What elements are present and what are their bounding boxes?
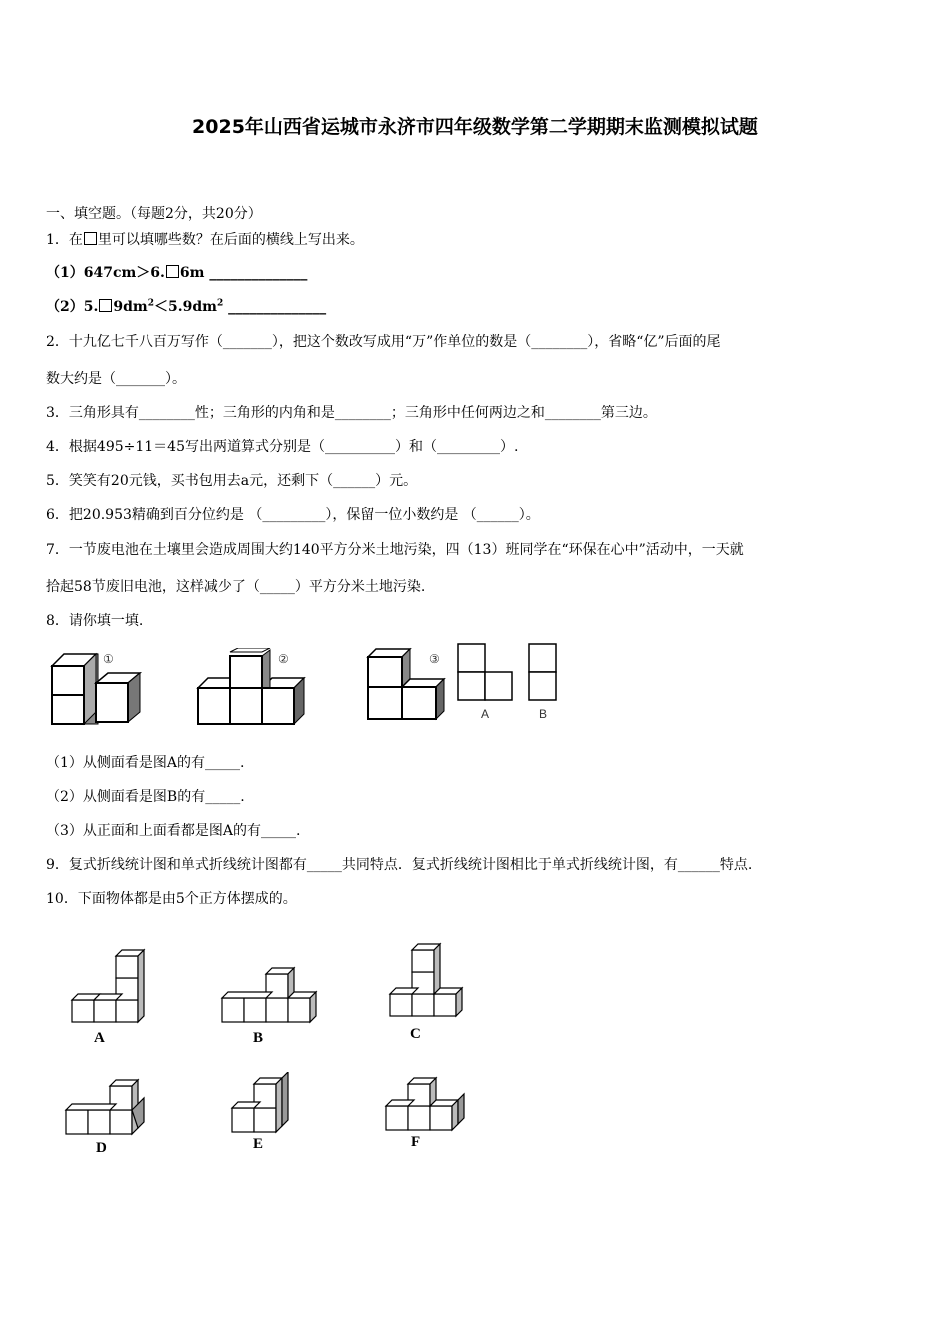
q10-label-c: C: [410, 1026, 421, 1042]
question-7-line-2: 拾起58节废旧电池，这样减少了（_____）平方分米土地污染.: [46, 579, 426, 595]
q1-intro-a: 1．在: [46, 232, 83, 248]
question-2-line-2: 数大约是（_______）。: [46, 371, 186, 387]
question-8: 8．请你填一填.: [46, 613, 144, 629]
q8-figure-3: [364, 645, 454, 727]
question-9: 9．复式折线统计图和单式折线统计图都有_____共同特点．复式折线统计图相比于单式折线统计图，有______特点.: [46, 857, 753, 873]
q1-intro-b: 里可以填哪些数？在后面的横线上写出来。: [97, 232, 364, 248]
q10-label-d: D: [96, 1140, 107, 1156]
question-10: 10．下面物体都是由5个正方体摆成的。: [46, 891, 297, 907]
question-4: 4．根据495÷11＝45写出两道算式分别是（__________）和（_________）.: [46, 439, 519, 455]
question-7-line-1: 7．一节废电池在土壤里会造成周围大约140平方分米土地污染，四（13）班同学在“环保在心中”活动中，一天就: [46, 542, 744, 558]
question-2-line-1: 2．十九亿七千八百万写作（_______），把这个数改写成用“万”作单位的数是（________），省略“亿”后面的尾: [46, 334, 721, 350]
question-8-part-3: （3）从正面和上面看都是图A的有_____.: [46, 823, 301, 839]
view-b-figure: [527, 642, 559, 702]
question-3: 3．三角形具有________性；三角形的内角和是________；三角形中任何两边之和________第三边。: [46, 405, 657, 421]
q10-figure-c: [386, 942, 468, 1022]
question-8-part-2: （2）从侧面看是图B的有_____.: [46, 789, 245, 805]
q10-figure-b: [218, 966, 318, 1028]
view-a-label: A: [481, 707, 490, 721]
figure-number-2: ②: [278, 652, 289, 666]
q10-figure-f: [382, 1076, 472, 1134]
question-6: 6．把20.953精确到百分位约是 （_________），保留一位小数约是 （______）。: [46, 507, 540, 523]
q10-label-b: B: [253, 1030, 264, 1046]
question-8-part-1: （1）从侧面看是图A的有_____.: [46, 755, 245, 771]
section-heading: 一、填空题。（每题2分，共20分）: [46, 206, 262, 222]
view-b-label: B: [539, 707, 548, 721]
question-1-part-2: （2）5. $9dm^2<5.9dm^2$ ______________: [46, 298, 327, 315]
q10-label-a: A: [94, 1030, 105, 1046]
question-1-part-1: （1）647cm＞6. 6m ______________: [46, 265, 308, 281]
question-1: [46, 229, 364, 249]
figure-number-1: ①: [103, 652, 114, 666]
q8-figure-1: [48, 648, 148, 730]
blank-box-icon: [166, 265, 179, 278]
q10-figure-d: [62, 1078, 152, 1138]
q8-figure-2: [194, 648, 314, 728]
figure-number-3: ③: [429, 652, 440, 666]
q10-figure-a: [68, 948, 148, 1028]
q10-label-f: F: [411, 1134, 421, 1150]
question-5: 5．笑笑有20元钱，买书包用去a元，还剩下（______）元。: [46, 473, 418, 489]
view-a-figure: [456, 642, 516, 702]
q10-figure-e: [228, 1072, 298, 1138]
q10-label-e: E: [253, 1136, 264, 1152]
blank-box-icon: [84, 232, 97, 245]
page-title: 2025年山西省运城市永济市四年级数学第二学期期末监测模拟试题: [192, 116, 758, 138]
blank-box-icon: [99, 299, 112, 312]
